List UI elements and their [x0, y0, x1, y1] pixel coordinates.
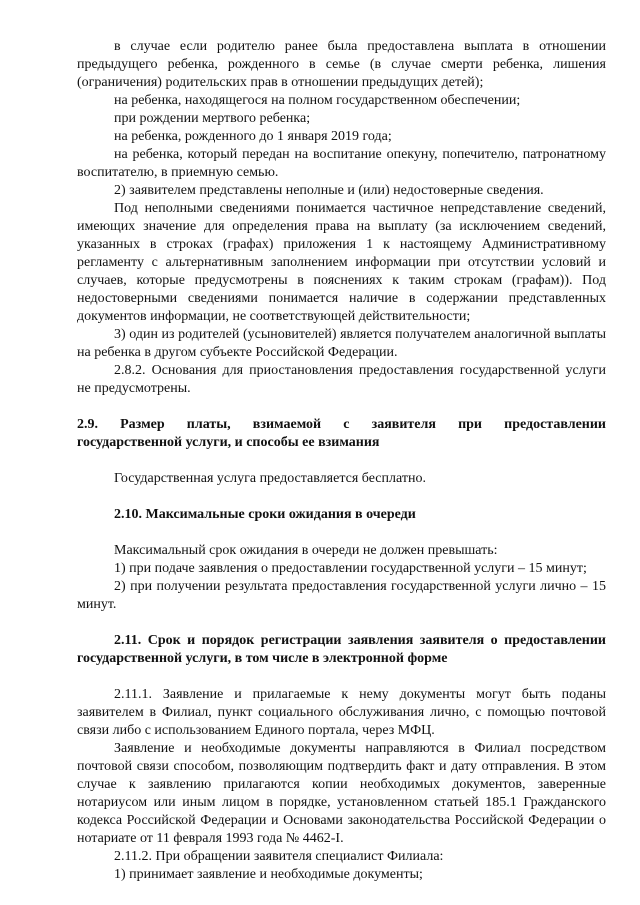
heading-line: государственной услуги, в том числе в электронной форме: [77, 651, 448, 666]
spacer: [77, 614, 606, 632]
paragraph: на ребенка, рожденного до 1 января 2019 года;: [114, 129, 392, 144]
heading-line: государственной услуги, и способы ее взимания: [77, 435, 380, 450]
spacer: [77, 488, 606, 506]
section-heading-2-10: 2.10. Максимальные сроки ожидания в очереди: [114, 507, 416, 522]
paragraph: 2) при получении результата предоставления государственной услуги лично – 15 минут.: [77, 579, 606, 612]
paragraph: Государственная услуга предоставляется бесплатно.: [114, 471, 426, 486]
paragraph: Максимальный срок ожидания в очереди не должен превышать:: [114, 543, 498, 558]
paragraph: при рождении мертвого ребенка;: [114, 111, 311, 126]
paragraph: Заявление и необходимые документы направляются в Филиал посредством почтовой связи способом, позволяющим подтвердить факт и дату отправления. В этом случае к заявлению прилагаются копии необходимых документов, заверенные нотариусом или иным лицом в порядке, установленном статьей 185.1 Гражданского кодекса Российской Федерации и Основами законодательства Российской Федерации о нотариате от 11 февраля 1993 года № 4462-I.: [77, 741, 606, 846]
paragraph: 2.11.1. Заявление и прилагаемые к нему документы могут быть поданы заявителем в Филиал, пункт социального обслуживания лично, с помощью почтовой связи либо с использованием Единого портала, через МФЦ.: [77, 687, 606, 738]
spacer: [77, 524, 606, 542]
paragraph: в случае если родителю ранее была предоставлена выплата в отношении предыдущего ребенка, рожденного в семье (в случае смерти ребенка, лишения (ограничения) родительских прав в отношении предыдущих детей);: [77, 39, 606, 90]
paragraph: 2.11.2. При обращении заявителя специалист Филиала:: [114, 849, 444, 864]
paragraph: на ребенка, который передан на воспитание опекуну, попечителю, патронатному воспитателю, в приемную семью.: [77, 147, 606, 180]
spacer: [77, 452, 606, 470]
paragraph: 3) один из родителей (усыновителей) является получателем аналогичной выплаты на ребенка в другом субъекте Российской Федерации.: [77, 327, 606, 360]
section-heading-2-11: [77, 632, 606, 668]
heading-line: 2.9. Размер платы, взимаемой с заявителя при предоставлении: [77, 417, 606, 432]
paragraph: 2.8.2. Основания для приостановления предоставления государственной услуги не предусмотрены.: [77, 363, 606, 396]
paragraph: 2) заявителем представлены неполные и (или) недостоверные сведения.: [114, 183, 544, 198]
section-heading-2-9: [77, 416, 606, 452]
paragraph: 1) принимает заявление и необходимые документы;: [114, 867, 423, 882]
paragraph: на ребенка, находящегося на полном государственном обеспечении;: [114, 93, 521, 108]
spacer: [77, 668, 606, 686]
spacer: [77, 398, 606, 416]
paragraph: Под неполными сведениями понимается частичное непредставление сведений, имеющих значение для определения права на выплату (за исключением сведений, указанных в строках (графах) приложения 1 к настоящему Административному регламенту с альтернативным заполнением информации при отсутствии условий и случаев, которые предусмотрены в пояснениях к таким строкам (графам)). Под недостоверными сведениями понимается наличие в содержании представленных документов информации, не соответствующей действительности;: [77, 201, 606, 324]
paragraph: 1) при подаче заявления о предоставлении государственной услуги – 15 минут;: [114, 561, 587, 576]
heading-line: 2.11. Срок и порядок регистрации заявления заявителя о предоставлении: [114, 633, 606, 648]
